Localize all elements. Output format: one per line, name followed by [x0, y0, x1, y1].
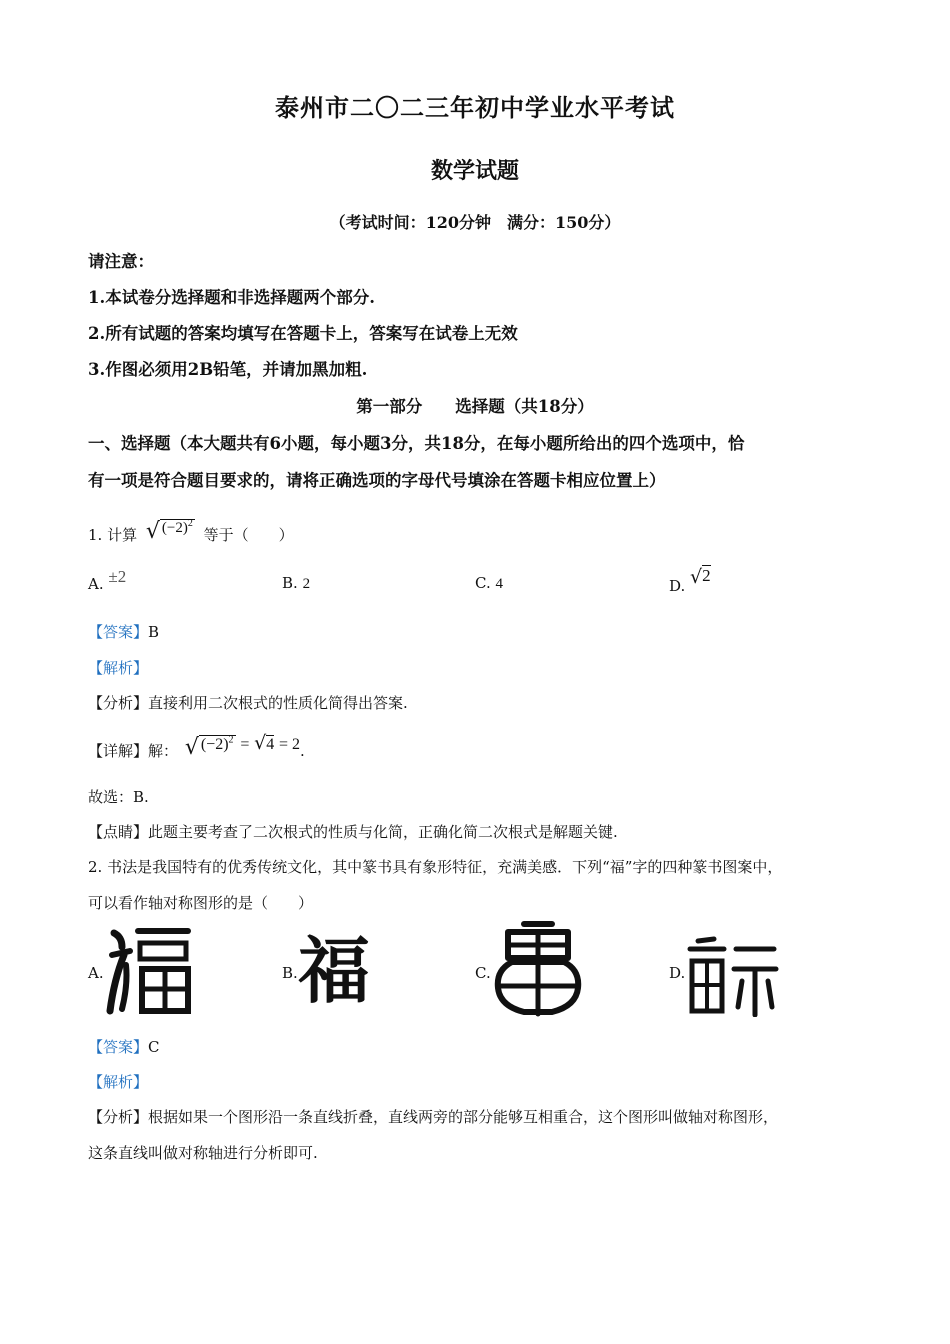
- q2-analysis-tag: 【解析】: [88, 1073, 149, 1091]
- notice-item-2: 2.所有试题的答案均填写在答题卡上，答案写在试卷上无效: [88, 324, 518, 343]
- notice-heading: 请注意：: [88, 252, 154, 271]
- q1-radical: √ $(-2)^2$: [145, 518, 193, 544]
- option-label: A.: [88, 575, 104, 593]
- section-instructions-line2: 有一项是符合题目要求的，请将正确选项的字母代号填涂在答题卡相应位置上）: [88, 471, 666, 490]
- q1-suffix: 等于（ ）: [203, 526, 294, 544]
- sqrt-icon: √: [254, 732, 267, 754]
- q1-dianjing: [88, 821, 618, 842]
- seal-fu-a-icon: [104, 925, 196, 1017]
- answer-tag: 【答案】: [88, 1038, 149, 1056]
- option-value: ±2: [108, 567, 127, 586]
- section-instructions-line1: 一、选择题（本大题共有6小题，每小题3分，共18分，在每小题所给出的四个选项中，恰: [88, 434, 745, 453]
- notice-item-3: 3.作图必须用2B铅笔，并请加黑加粗.: [88, 360, 368, 379]
- q1-expr: (−2): [161, 520, 188, 536]
- q2-option-c-label: C.: [475, 964, 491, 982]
- fenxi-text: 根据如果一个图形沿一条直线折叠，直线两旁的部分能够互相重合，这个图形叫做轴对称图形，: [148, 1108, 779, 1126]
- sqrt-icon: √: [690, 566, 703, 588]
- detail-radical: √ $(-2)^2$: [184, 734, 234, 760]
- q1-exp: 2: [187, 518, 193, 529]
- q1-stem: [88, 518, 294, 548]
- q2-stem-line2: 可以看作轴对称图形的是（ ）: [88, 894, 314, 912]
- answer-value: C: [148, 1038, 160, 1056]
- subject-title: 数学试题: [430, 158, 519, 184]
- q2-answer: [88, 1036, 160, 1057]
- q1-detail: [88, 732, 305, 762]
- option-value: 2: [702, 566, 711, 585]
- option-value: 2: [302, 576, 311, 592]
- q1-option-d: [669, 566, 711, 596]
- detail-tag: 【详解】: [88, 742, 149, 760]
- q1-analysis-tag: 【解析】: [88, 659, 149, 677]
- exam-info: （考试时间：120分钟 满分：150分）: [329, 213, 621, 232]
- detail-expr: (−2): [200, 736, 229, 753]
- q1-fenxi: [88, 692, 408, 713]
- q1-option-a: [88, 567, 127, 594]
- fenxi-tag: 【分析】: [88, 1108, 149, 1126]
- q1-prefix: 1. 计算: [88, 526, 138, 544]
- answer-value: B: [148, 623, 160, 641]
- dianjing-text: 此题主要考查了二次根式的性质与化简，正确化简二次根式是解题关键.: [148, 823, 618, 841]
- seal-fu-c-icon: [490, 918, 586, 1018]
- detail-radicand: 4: [266, 736, 275, 753]
- q1-choose: 故选：B.: [88, 788, 149, 806]
- q2-stem-line1: 2. 书法是我国特有的优秀传统文化，其中篆书具有象形特征，充满美感．下列“福”字的四种篆书图案中，: [88, 858, 783, 876]
- q2-option-b-label: B.: [282, 964, 298, 982]
- detail-exp: 2: [228, 734, 234, 746]
- detail-result: = 2: [279, 736, 301, 753]
- exam-title: 泰州市二〇二三年初中学业水平考试: [275, 93, 675, 122]
- fenxi-text: 直接利用二次根式的性质化简得出答案.: [148, 694, 408, 712]
- part1-heading: 第一部分 选择题（共18分）: [356, 397, 594, 416]
- option-label: D.: [669, 577, 686, 595]
- answer-tag: 【答案】: [88, 623, 149, 641]
- q1-option-c: [475, 574, 503, 593]
- q1-option-b: [282, 574, 310, 593]
- q2-fenxi-line2: 这条直线叫做对称轴进行分析即可.: [88, 1144, 318, 1162]
- seal-fu-d-icon: [684, 935, 780, 1017]
- fenxi-tag: 【分析】: [88, 694, 149, 712]
- notice-item-1: 1.本试卷分选择题和非选择题两个部分.: [88, 288, 375, 307]
- detail-end: .: [300, 742, 305, 760]
- option-value: 4: [495, 576, 503, 592]
- detail-prefix: 解：: [148, 742, 179, 760]
- q2-option-a-label: A.: [88, 964, 104, 982]
- q2-option-d-label: D.: [669, 964, 686, 982]
- q1-answer: [88, 621, 159, 642]
- equals-sign: =: [240, 736, 250, 753]
- q2-fenxi-line1: [88, 1106, 778, 1127]
- dianjing-tag: 【点睛】: [88, 823, 149, 841]
- option-label: C.: [475, 574, 491, 592]
- seal-fu-b-icon: 福: [298, 928, 371, 1013]
- option-label: B.: [282, 574, 298, 592]
